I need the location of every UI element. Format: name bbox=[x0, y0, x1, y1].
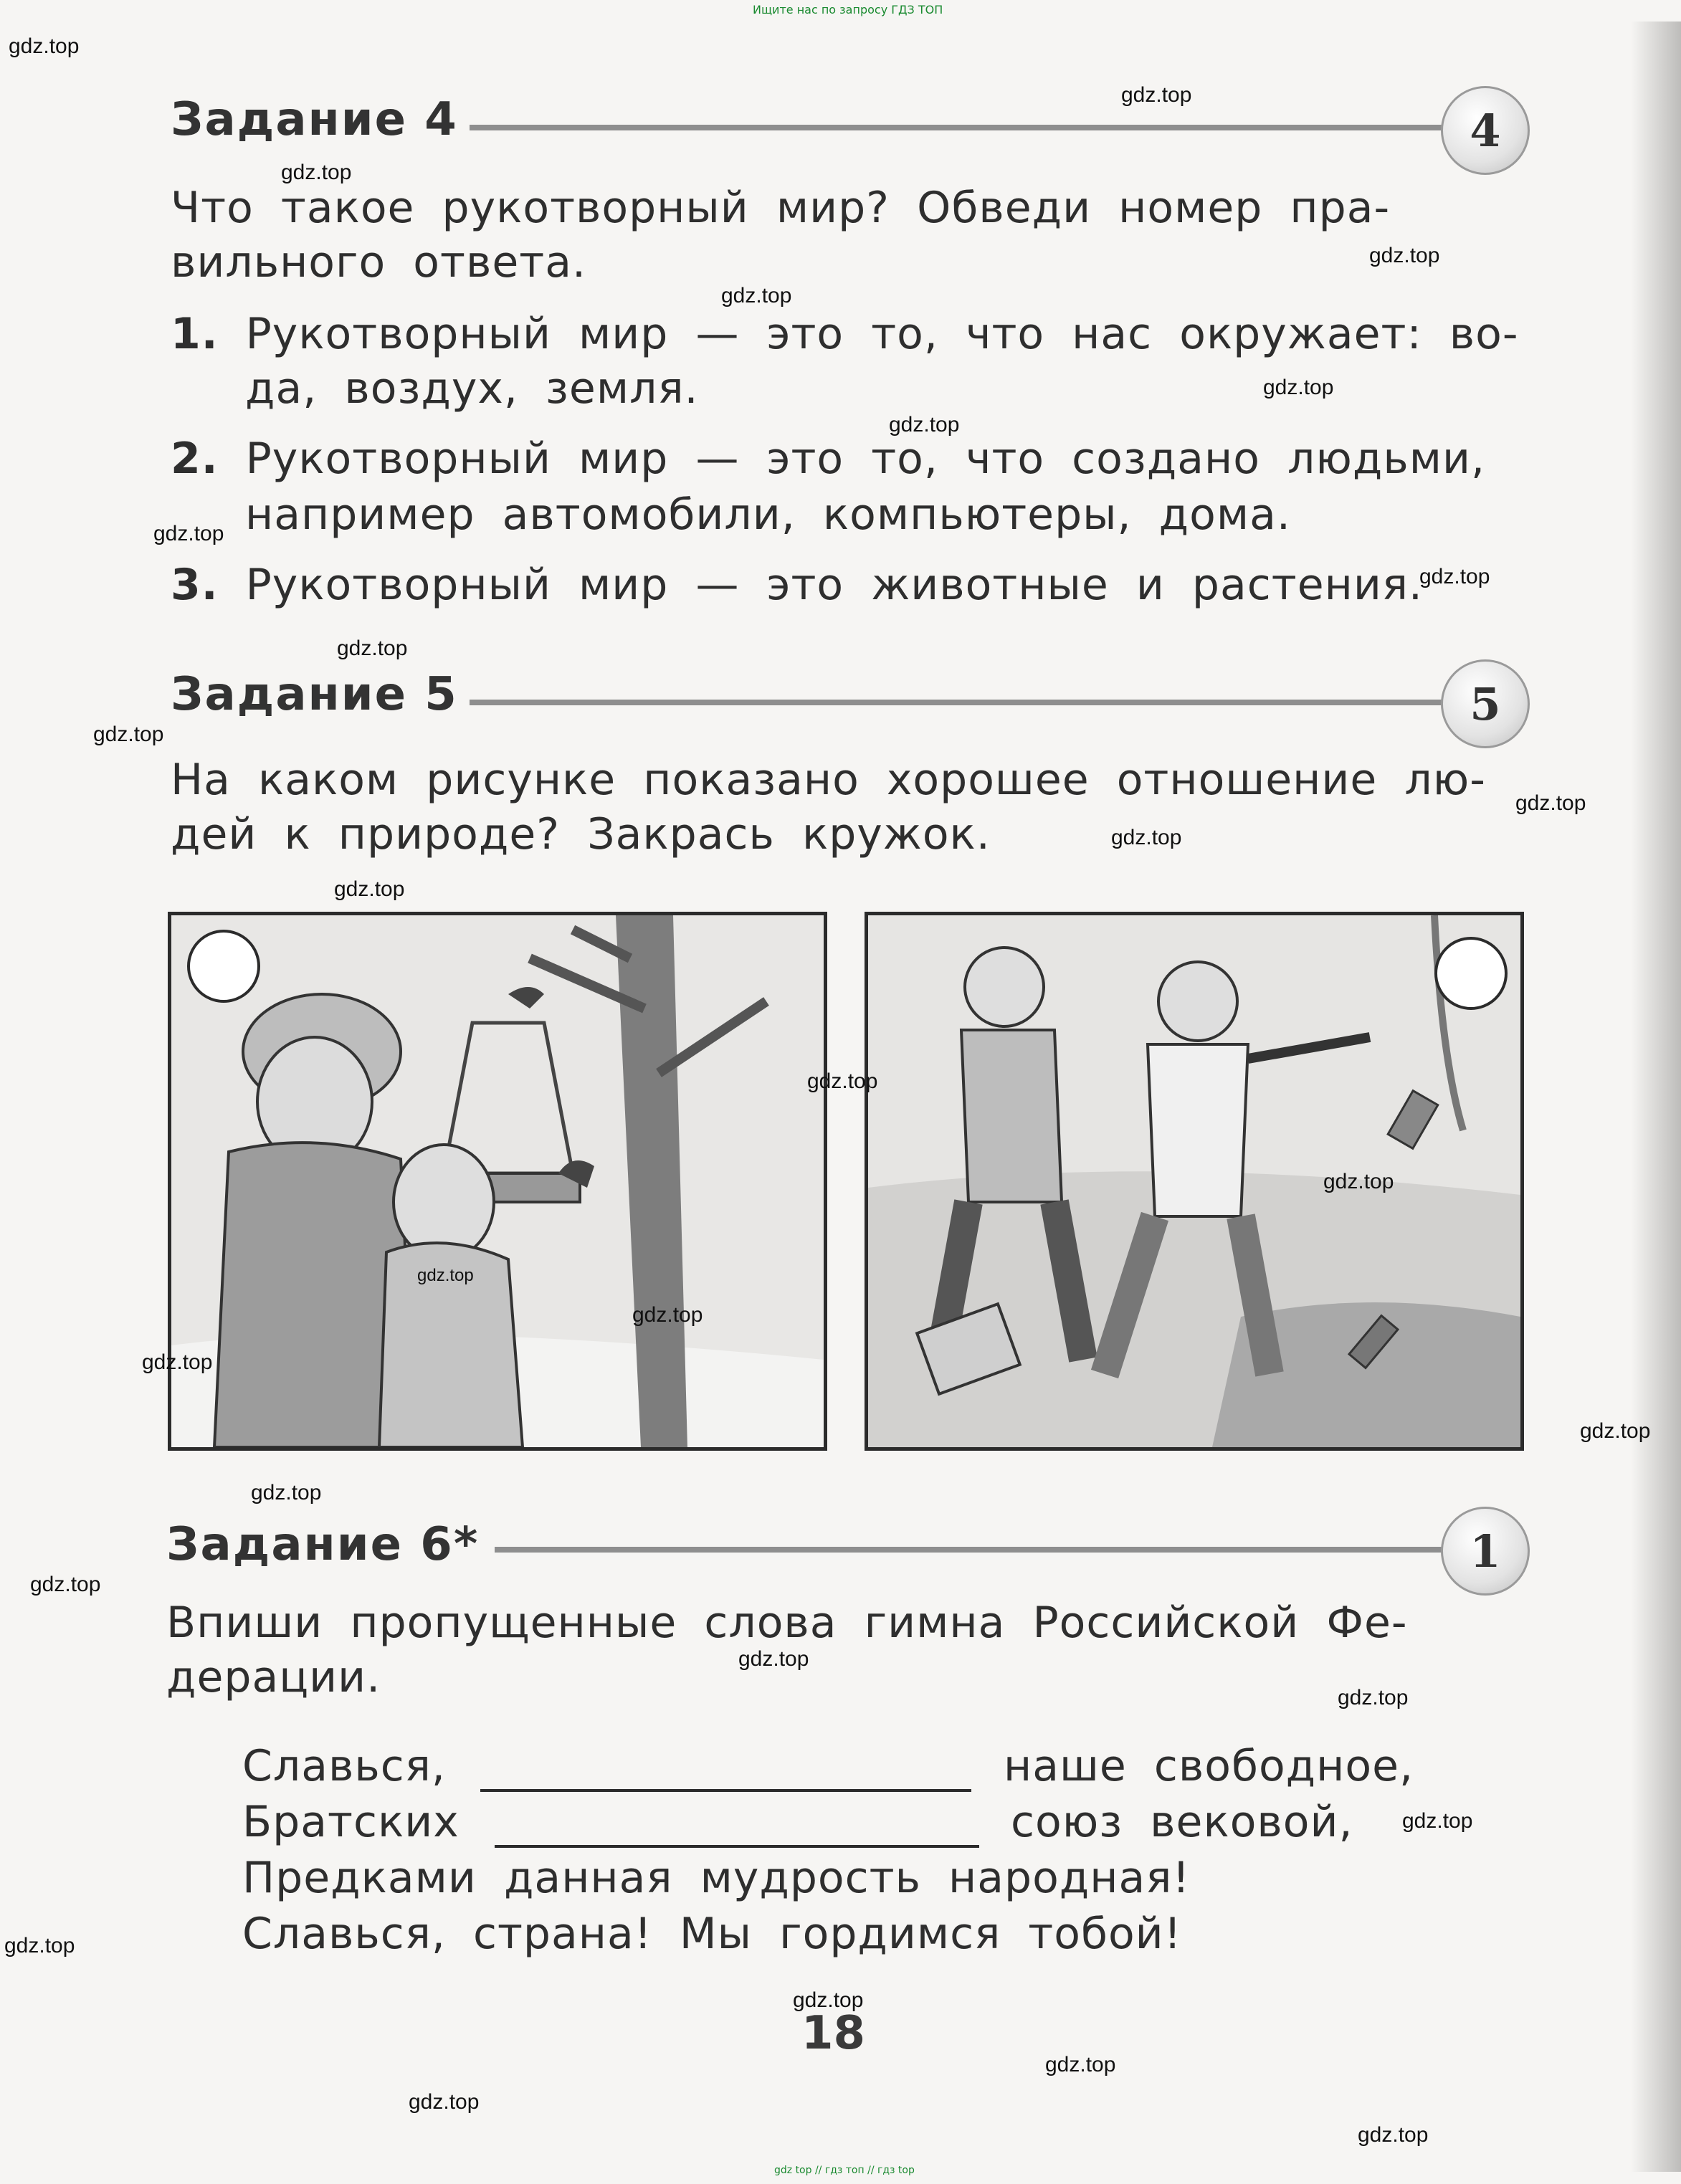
watermark: gdz.top bbox=[1515, 791, 1586, 815]
bottom-note: gdz top // гдз топ // гдз top bbox=[774, 2165, 915, 2176]
task4-title: Задание 4 bbox=[171, 93, 458, 146]
watermark: gdz.top bbox=[1263, 376, 1334, 399]
bird-feeder-illustration bbox=[171, 915, 824, 1447]
watermark: gdz.top bbox=[251, 1481, 322, 1505]
watermark: gdz.top bbox=[337, 636, 408, 660]
watermark: gdz.top bbox=[9, 34, 80, 58]
option-text: Рукотворный мир — это то, что нас окружает: во- bbox=[245, 309, 1519, 359]
task4-option-3[interactable] bbox=[171, 558, 1423, 612]
option-number: 2. bbox=[171, 434, 219, 484]
watermark: gdz.top bbox=[334, 877, 405, 901]
watermark: gdz.top bbox=[93, 723, 164, 746]
task6-question-line2: дерации. bbox=[166, 1652, 381, 1702]
watermark: gdz.top bbox=[1121, 83, 1192, 107]
option-number: 3. bbox=[171, 560, 219, 610]
watermark: gdz.top bbox=[632, 1303, 703, 1327]
task6-question-line1: Впиши пропущенные слова гимна Российской Фе- bbox=[166, 1598, 1408, 1648]
task5-question-line2: дей к природе? Закрась кружок. bbox=[171, 809, 991, 859]
watermark: gdz.top bbox=[721, 284, 792, 307]
picture-bird-feeder bbox=[168, 912, 827, 1451]
poem-line4: Славься, страна! Мы гордимся тобой! bbox=[242, 1909, 1182, 1959]
watermark: gdz.top bbox=[1419, 565, 1490, 588]
task4-option-1[interactable] bbox=[171, 307, 1518, 361]
page-number: 18 bbox=[801, 2007, 866, 2060]
anthem-blank-1[interactable] bbox=[480, 1789, 971, 1792]
poem-line3: Предками данная мудрость народная! bbox=[242, 1853, 1191, 1903]
watermark: gdz.top bbox=[153, 522, 224, 545]
task4-question-line2: вильного ответа. bbox=[171, 237, 587, 287]
picture-littering bbox=[865, 912, 1524, 1451]
option-text: Рукотворный мир — это животные и растения. bbox=[245, 560, 1424, 610]
poem-line1-end: наше свободное, bbox=[1004, 1741, 1414, 1791]
watermark: gdz.top bbox=[1358, 2123, 1429, 2147]
page-edge-shadow bbox=[1631, 22, 1681, 2172]
task5-question-line1: На каком рисунке показано хорошее отношение лю- bbox=[171, 755, 1486, 805]
watermark: gdz.top bbox=[417, 1266, 474, 1285]
task5-points-badge: 5 bbox=[1441, 659, 1530, 748]
task4-option-1-cont: да, воздух, земля. bbox=[245, 363, 699, 414]
watermark: gdz.top bbox=[142, 1350, 213, 1374]
watermark: gdz.top bbox=[1338, 1686, 1409, 1709]
watermark: gdz.top bbox=[409, 2090, 480, 2114]
watermark: gdz.top bbox=[793, 1988, 864, 2012]
littering-illustration bbox=[868, 915, 1520, 1447]
task5-title: Задание 5 bbox=[171, 668, 458, 721]
watermark: gdz.top bbox=[1111, 826, 1182, 849]
task5-divider bbox=[470, 700, 1444, 705]
watermark: gdz.top bbox=[1045, 2053, 1116, 2076]
poem-line2-end: союз вековой, bbox=[1011, 1797, 1353, 1847]
watermark: gdz.top bbox=[1323, 1170, 1394, 1193]
top-note: Ищите нас по запросу ГДЗ ТОП bbox=[753, 3, 943, 16]
watermark: gdz.top bbox=[30, 1573, 101, 1596]
option-text: Рукотворный мир — это то, что создано людьми, bbox=[245, 434, 1486, 484]
task4-points-badge: 4 bbox=[1441, 86, 1530, 175]
task6-divider bbox=[495, 1547, 1448, 1553]
poem-line1-start: Славься, bbox=[242, 1741, 446, 1791]
task4-option-2-cont: например автомобили, компьютеры, дома. bbox=[245, 490, 1291, 540]
watermark: gdz.top bbox=[1580, 1419, 1651, 1443]
watermark: gdz.top bbox=[807, 1069, 878, 1093]
poem-line2-start: Братских bbox=[242, 1797, 459, 1847]
watermark: gdz.top bbox=[1369, 244, 1440, 267]
watermark: gdz.top bbox=[281, 161, 352, 184]
task4-divider bbox=[470, 125, 1444, 130]
watermark: gdz.top bbox=[738, 1647, 809, 1671]
answer-circle-right[interactable] bbox=[1434, 937, 1508, 1010]
option-number: 1. bbox=[171, 309, 219, 359]
anthem-blank-2[interactable] bbox=[495, 1845, 979, 1848]
task6-points-badge: 1 bbox=[1441, 1507, 1530, 1596]
watermark: gdz.top bbox=[4, 1934, 75, 1958]
watermark: gdz.top bbox=[889, 413, 960, 437]
task4-question-line1: Что такое рукотворный мир? Обведи номер пра- bbox=[171, 183, 1391, 233]
task4-option-2[interactable] bbox=[171, 431, 1485, 486]
answer-circle-left[interactable] bbox=[187, 930, 260, 1003]
watermark: gdz.top bbox=[1402, 1809, 1473, 1833]
task6-title: Задание 6* bbox=[166, 1518, 480, 1571]
